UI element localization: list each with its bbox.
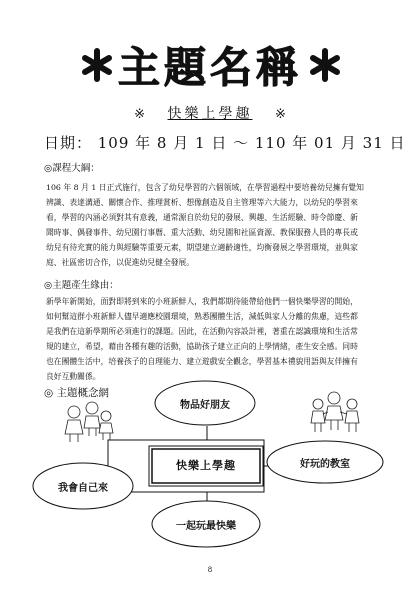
asterisk-left-icon (80, 48, 114, 82)
origin-paragraph (46, 294, 384, 384)
asterisk-right-icon (308, 48, 342, 82)
outline-paragraph (46, 180, 384, 270)
outline-line: 106 年 8 月 1 日正式施行，包含了幼兒學習的六個領域，在學習過程中要培養幼兒擁有覺知 (46, 183, 364, 192)
title-banner (0, 38, 420, 100)
outline-line: 幼兒有待充實的能力與經驗等重要元素，期望建立適齡適性，均衡發展之學習環境，並與家 (46, 243, 358, 252)
concept-node-bottom-label: 一起玩最快樂 (176, 521, 236, 532)
origin-line: 如何幫這群小班新鮮人儘早適應校園環境，熟悉團體生活，減低與家人分離的焦慮，這些都 (46, 312, 358, 321)
origin-line: 良好互動關係。 (46, 372, 101, 381)
theme-name: 快樂上學趣 (167, 106, 253, 122)
reference-mark-right: ※ (274, 107, 286, 122)
date-range: 日期： 109 年 8 月 1 日 ～ 110 年 01 月 31 日 (44, 134, 406, 152)
children-clipart-left (65, 402, 113, 442)
page-number: 8 (207, 566, 213, 574)
origin-heading: ◎主題產生緣由： (44, 280, 119, 291)
children-clipart-right (311, 392, 359, 432)
outline-heading: ◎課程大綱： (44, 163, 100, 174)
outline-line: 看，學習的內涵必須對其有意義，通常源自於幼兒的發展、興趣、生活經驗、時令節慶、新 (46, 213, 358, 222)
reference-mark-left: ※ (134, 107, 146, 122)
theme-subtitle (0, 103, 420, 123)
outline-line: 聞時事、偶發事件、幼兒園行事曆、重大活動、幼兒園和社區資源、教保服務人員的專長或 (46, 228, 358, 237)
origin-line: 也在團體生活中，培養孩子的自理能力、建立遊戲安全觀念，學習基本禮貌用語與友伴擁有 (46, 357, 358, 366)
concept-node-top-label: 物品好朋友 (180, 400, 230, 411)
concept-node-right-label: 好玩的教室 (300, 459, 350, 470)
origin-line: 是我們在這新學期所必須進行的課題。因此，在活動內容設計裡，著重在認識環境和生活常 (46, 327, 358, 336)
outline-line: 庭、社區密切合作，以促進幼兒健全發展。 (46, 258, 195, 267)
outline-line: 辨識、表達溝通、關懷合作、推理賞析、想像創造及自主管理等六大能力，以幼兒的學習來 (46, 198, 358, 207)
page-title: 主題名稱 (118, 43, 303, 92)
concept-heading: ◎ 主題概念網 (44, 387, 109, 399)
concept-center-label: 快樂上學趣 (176, 459, 236, 472)
origin-line: 新學年新開始，面對即將到來的小班新鮮人，我們都期待能帶給他們一個快樂學習的開始， (46, 297, 358, 306)
concept-node-left-label: 我會自己來 (58, 483, 108, 494)
origin-line: 規的建立，希望，藉由各種有趣的活動，協助孩子建立正向的上學情緒，產生安全感。同時 (46, 342, 358, 351)
